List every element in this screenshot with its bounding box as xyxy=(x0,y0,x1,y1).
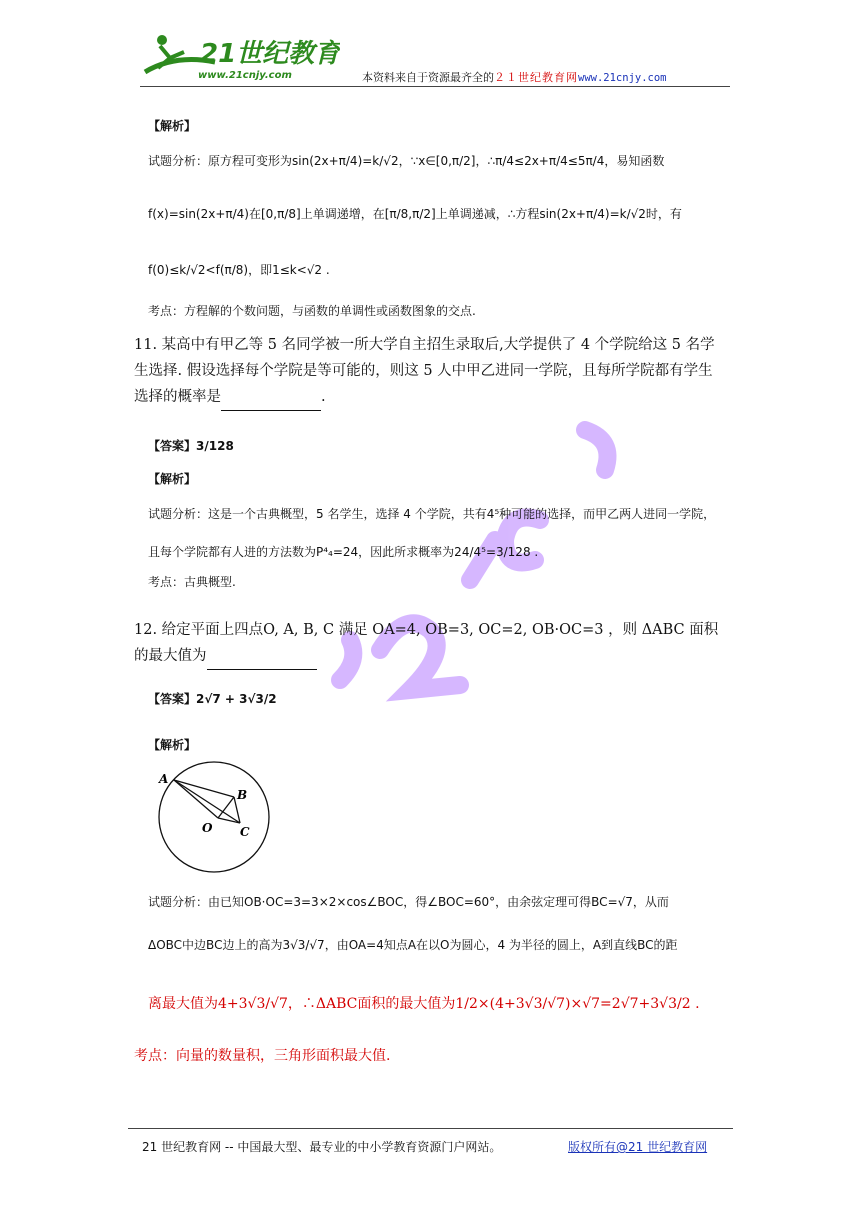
q11-question: 11. 某高中有甲乙等 5 名同学被一所大学自主招生录取后,大学提供了 4 个学院给这 5 名学生选择. 假设选择每个学院是等可能的，则这 5 人中甲乙进同一学院，且每所学院都有学生选择的概率是 . xyxy=(134,332,724,411)
q10-kaodian: 考点：方程解的个数问题，与函数的单调性或函数图象的交点. xyxy=(148,304,476,318)
header-prefix: 本资料来自于资源最齐全的 xyxy=(362,71,494,84)
q12-answer: 2√7 + 3√3/2 xyxy=(196,692,277,706)
q12-answer-line xyxy=(148,690,277,707)
q11-answer-line xyxy=(148,437,234,454)
q12-line1: 试题分析：由已知OB·OC=3=3×2×cos∠BOC，得∠BOC=60°，由余弦定理可得BC=√7，从而 xyxy=(148,895,669,909)
q12-question xyxy=(134,617,724,670)
q12-line2: ΔOBC中边BC边上的高为3√3/√7，由OA=4知点A在以O为圆心，4 为半径的圆上，A到直线BC的距 xyxy=(148,938,678,952)
header-text xyxy=(362,69,667,85)
q11-answer-label: 【答案】 xyxy=(148,439,197,453)
site-logo xyxy=(140,28,340,84)
q11-kaodian: 考点：古典概型. xyxy=(148,575,236,589)
q12-question-text: 12. 给定平面上四点O, A, B, C 满足 OA=4, OB=3, OC=2, OB·OC=3 ，则 ΔABC 面积的最大值为 xyxy=(134,622,719,664)
label-O: O xyxy=(202,821,213,835)
q11-line2: 且每个学院都有人进的方法数为P⁴₄=24，因此所求概率为24/4⁵=3/128 . xyxy=(148,545,539,559)
segment-OB xyxy=(218,797,234,818)
q12-kaodian: 考点：向量的数量积，三角形面积最大值. xyxy=(134,1048,391,1064)
q10-analysis-label: 【解析】 xyxy=(148,119,197,133)
label-B: B xyxy=(237,788,248,802)
q10-line2: f(x)=sin(2x+π/4)在[0,π/8]上单调递增，在[π/8,π/2]上单调递减，∴方程sin(2x+π/4)=k/√2时，有 xyxy=(148,207,682,221)
q12-figure xyxy=(150,758,280,876)
header-url[interactable]: www.21cnjy.com xyxy=(578,72,667,84)
q12-line3: 离最大值为4+3√3/√7，∴ΔABC面积的最大值为1/2×(4+3√3/√7)×√7=2√7+3√3/2 . xyxy=(148,996,700,1012)
footer-divider xyxy=(128,1128,733,1129)
q11-answer-blank[interactable] xyxy=(221,384,321,411)
q11-answer: 3/128 xyxy=(196,439,234,453)
logo-text: 21世纪教育 xyxy=(200,39,340,69)
header-divider xyxy=(140,86,730,87)
q12-analysis-label: 【解析】 xyxy=(148,738,197,752)
label-A: A xyxy=(159,772,169,786)
figure-circle xyxy=(159,762,269,872)
label-C: C xyxy=(240,825,250,839)
q10-line1: 试题分析：原方程可变形为sin(2x+π/4)=k/√2，∵x∈[0,π/2]，∴π/4≤2x+π/4≤5π/4，易知函数 xyxy=(148,154,665,168)
q12-answer-label: 【答案】 xyxy=(148,692,197,706)
footer-left: 21 世纪教育网 -- 中国最大型、最专业的中小学教育资源门户网站。 xyxy=(142,1140,502,1154)
q11-analysis-label: 【解析】 xyxy=(148,472,197,486)
logo-url: www.21cnjy.com xyxy=(198,70,292,81)
q11-question-text: 11. 某高中有甲乙等 5 名同学被一所大学自主招生录取后,大学提供了 4 个学院给这 5 名学生选择. 假设选择每个学院是等可能的，则这 5 人中甲乙进同一学院，且每所学院都有学生选择的概率是 xyxy=(134,337,715,405)
q11-line1: 试题分析：这是一个古典概型，5 名学生，选择 4 个学院，共有4⁵种可能的选择，而甲乙两人进同一学院， xyxy=(148,507,716,521)
footer-copyright-link[interactable]: 版权所有@21 世纪教育网 xyxy=(568,1140,708,1154)
header-brand[interactable]: ２１世纪教育网 xyxy=(494,71,578,84)
q10-line3: f(0)≤k/√2<f(π/8)，即1≤k<√2 . xyxy=(148,263,330,277)
q12-answer-blank[interactable] xyxy=(207,643,317,670)
